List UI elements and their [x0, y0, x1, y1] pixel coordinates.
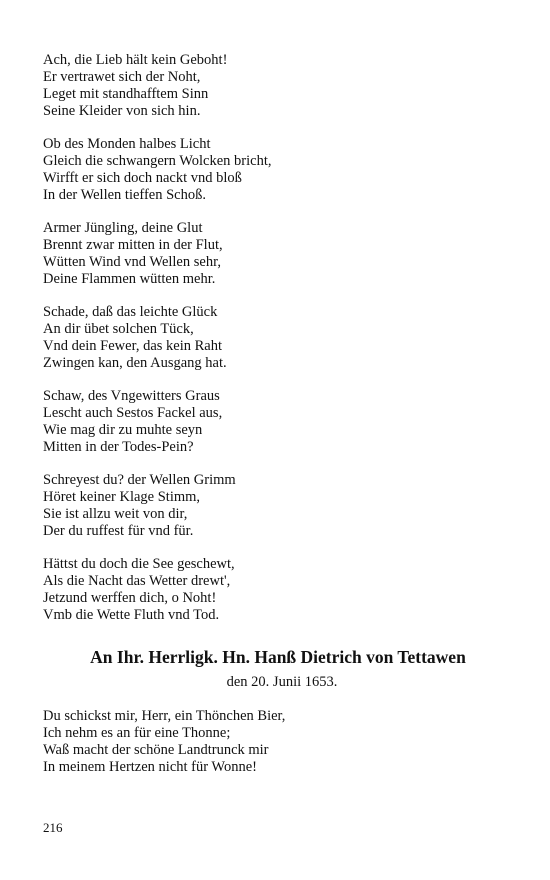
- verse-line: Ob des Monden halbes Licht: [43, 136, 211, 152]
- verse-line: Waß macht der schöne Landtrunck mir: [43, 742, 269, 758]
- verse-line: Leget mit standhafftem Sinn: [43, 86, 209, 102]
- verse-line: Wütten Wind vnd Wellen sehr,: [43, 254, 221, 270]
- stanza-3: [43, 220, 513, 288]
- verse-line: Vnd dein Fewer, das kein Raht: [43, 338, 223, 354]
- verse-line: Schaw, des Vngewitters Graus: [43, 388, 220, 404]
- verse-line: In meinem Hertzen nicht für Wonne!: [43, 759, 257, 775]
- stanza-6: [43, 472, 513, 540]
- poem-date: den 20. Junii 1653.: [226, 674, 338, 690]
- verse-line: Deine Flammen wütten mehr.: [43, 271, 216, 287]
- verse-line: Schade, daß das leichte Glück: [43, 304, 218, 320]
- verse-line: Brennt zwar mitten in der Flut,: [43, 237, 223, 253]
- verse-line: Ich nehm es an für eine Thonne;: [43, 725, 231, 741]
- verse-line: Er vertrawet sich der Noht,: [43, 69, 201, 85]
- verse-line: Lescht auch Sestos Fackel aus,: [43, 405, 223, 421]
- verse-line: Als die Nacht das Wetter drewt',: [43, 573, 231, 589]
- verse-line: Sie ist allzu weit von dir,: [43, 506, 188, 522]
- stanza-second-poem: [43, 708, 513, 776]
- poem-title: An Ihr. Herrligk. Hn. Hanß Dietrich von Tettawen: [90, 647, 466, 667]
- verse-line: In der Wellen tieffen Schoß.: [43, 187, 206, 203]
- verse-line: Armer Jüngling, deine Glut: [43, 220, 203, 236]
- verse-line: Vmb die Wette Fluth vnd Tod.: [43, 607, 220, 623]
- stanza-2: [43, 136, 513, 204]
- stanza-1: [43, 52, 513, 120]
- verse-line: Mitten in der Todes-Pein?: [43, 439, 194, 455]
- verse-line: Ach, die Lieb hält kein Geboht!: [43, 52, 228, 68]
- verse-line: Schreyest du? der Wellen Grimm: [43, 472, 236, 488]
- verse-line: An dir übet solchen Tück,: [43, 321, 194, 337]
- verse-line: Zwingen kan, den Ausgang hat.: [43, 355, 227, 371]
- verse-line: Wie mag dir zu muhte seyn: [43, 422, 203, 438]
- verse-line: Gleich die schwangern Wolcken bricht,: [43, 153, 272, 169]
- verse-line: Der du ruffest für vnd für.: [43, 523, 194, 539]
- verse-line: Seine Kleider von sich hin.: [43, 103, 201, 119]
- page-number: 216: [43, 820, 63, 835]
- stanza-5: [43, 388, 513, 456]
- verse-line: Höret keiner Klage Stimm,: [43, 489, 201, 505]
- stanza-4: [43, 304, 513, 372]
- verse-line: Jetzund werffen dich, o Noht!: [43, 590, 217, 606]
- verse-line: Du schickst mir, Herr, ein Thönchen Bier,: [43, 708, 286, 724]
- verse-line: Hättst du doch die See geschewt,: [43, 556, 235, 572]
- verse-line: Wirfft er sich doch nackt vnd bloß: [43, 170, 242, 186]
- stanza-7: [43, 556, 513, 624]
